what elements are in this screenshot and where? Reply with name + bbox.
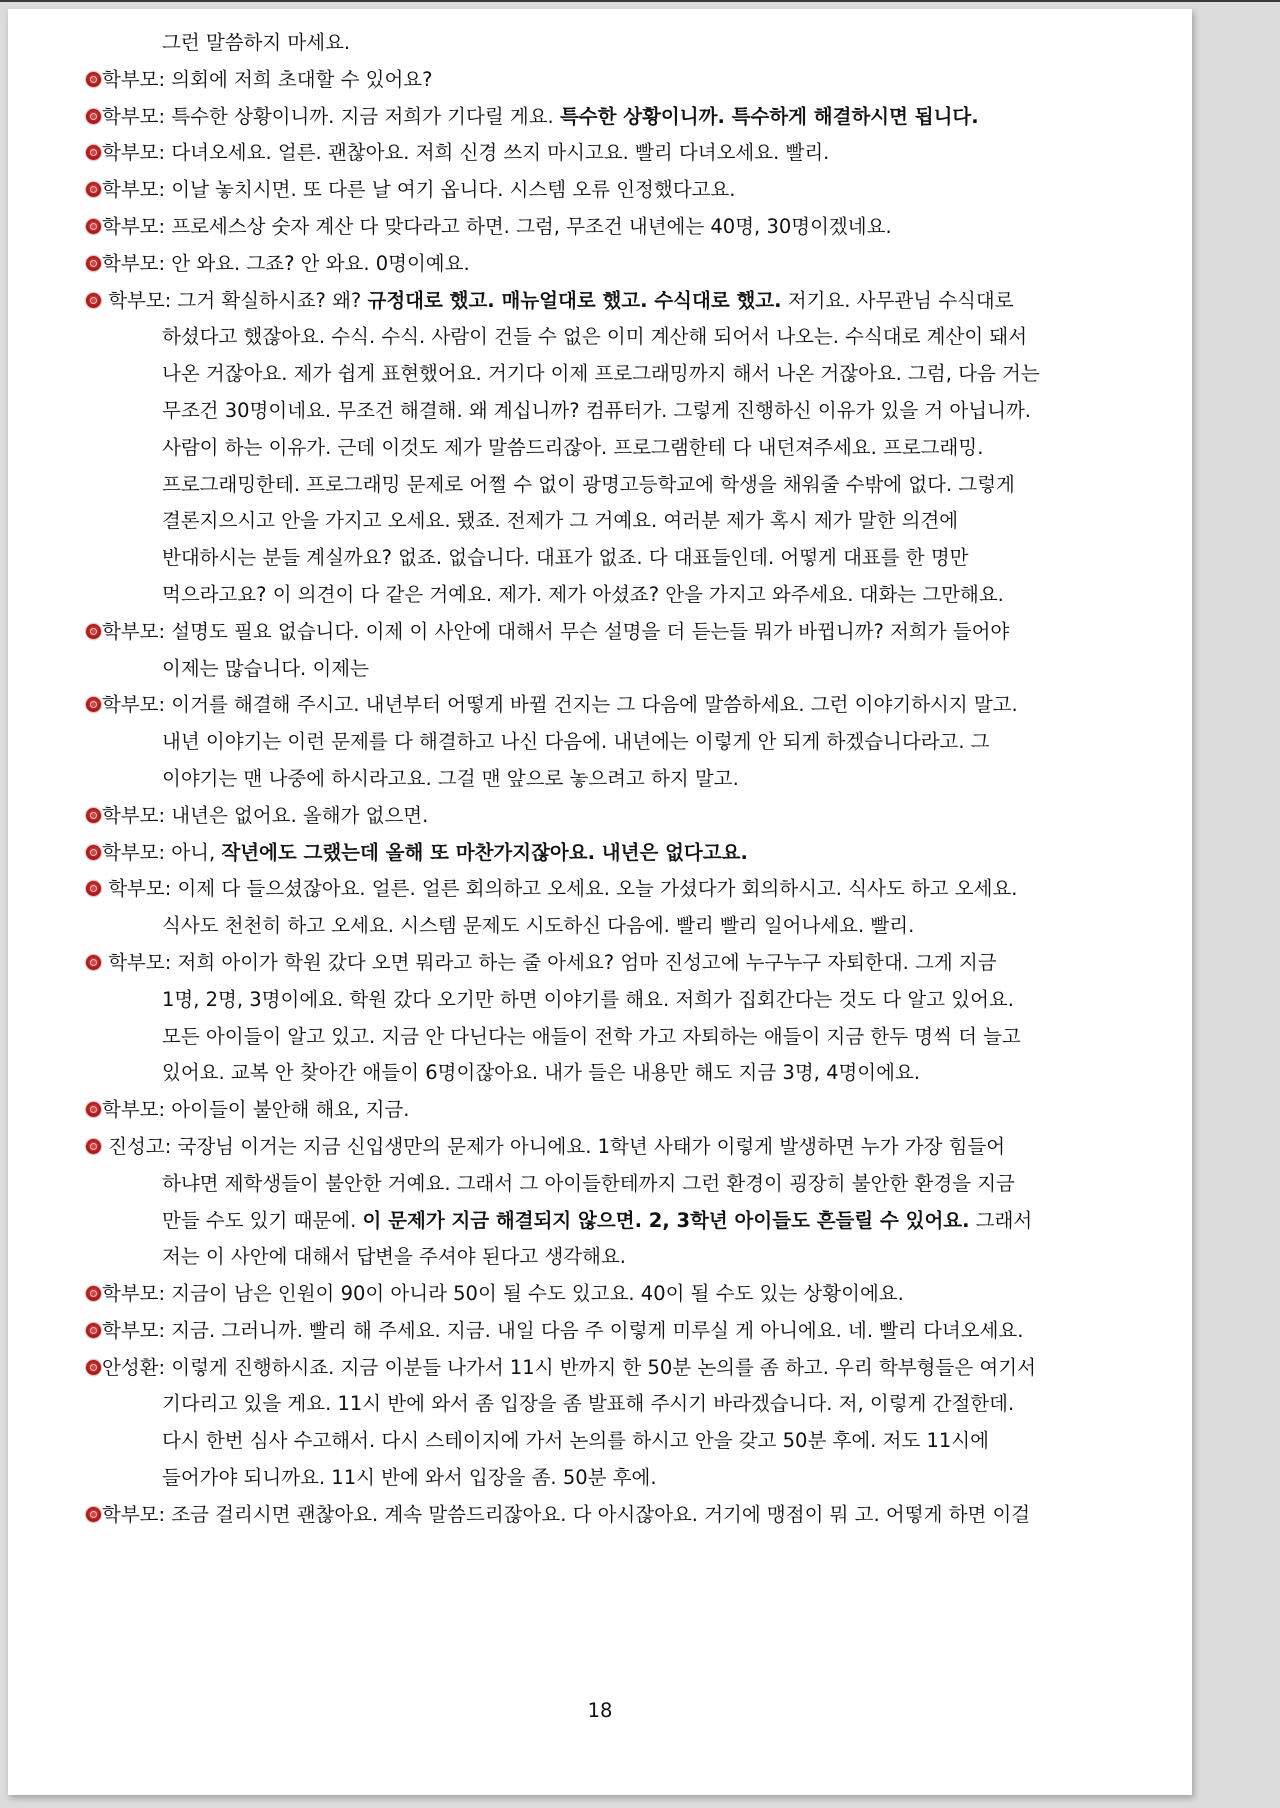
speaker-seal-icon <box>86 219 101 234</box>
speaker-seal-icon <box>86 845 101 860</box>
document-page <box>8 9 1192 1795</box>
utterance-text: 그래서 <box>969 1208 1033 1232</box>
entry-continuation-line <box>86 467 1198 504</box>
speaker-label: 진성고: <box>102 1134 172 1158</box>
utterance-text: 저는 이 사안에 대해서 답변을 주셔야 된다고 생각해요. <box>162 1245 627 1269</box>
speaker-label: 안성환: <box>102 1355 166 1379</box>
speaker-seal-icon <box>86 1323 101 1338</box>
speaker-seal-icon <box>86 182 101 197</box>
entry-continuation-line <box>86 540 1198 577</box>
transcript-body <box>86 25 1198 1534</box>
speaker-label: 학부모: <box>102 1502 166 1526</box>
transcript-entry <box>86 283 1198 614</box>
entry-continuation-line <box>86 503 1198 540</box>
speaker-label: 학부모: <box>102 288 172 312</box>
speaker-seal-icon <box>86 697 101 712</box>
speaker-label: 학부모: <box>102 693 166 717</box>
entry-continuation-line <box>86 724 1198 761</box>
entry-continuation-line <box>86 908 1198 945</box>
utterance-text: 만들 수도 있기 때문에. <box>162 1208 363 1232</box>
transcript-entry <box>86 1497 1198 1534</box>
utterance-text: 들어가야 되니까요. 11시 반에 와서 입장을 좀. 50분 후에. <box>162 1466 657 1490</box>
utterance-text: 나온 거잖아요. 제가 쉽게 표현했어요. 거기다 이제 프로그래밍까지 해서 나온 거잖아요. 그럼, 다음 거는 <box>162 362 1040 386</box>
emphasized-text: 이 문제가 지금 해결되지 않으면. 2, 3학년 아이들도 흔들릴 수 있어요. <box>362 1208 970 1232</box>
transcript-entry <box>86 25 1198 62</box>
entry-first-line <box>86 1350 1198 1387</box>
utterance-text: 아이들이 불안해 해요, 지금. <box>165 1098 410 1122</box>
utterance-text: 저희 아이가 학원 갔다 오면 뭐라고 하는 줄 아세요? 엄마 진성고에 누구누구 자퇴한대. 그게 지금 <box>171 950 997 974</box>
utterance-text: 하셨다고 했잖아요. 수식. 수식. 사람이 건들 수 없은 이미 계산해 되어서 나오는. 수식대로 계산이 돼서 <box>162 325 1028 349</box>
entry-first-line <box>86 614 1198 651</box>
utterance-text: 의회에 저희 초대할 수 있어요? <box>165 67 433 91</box>
speaker-label: 학부모: <box>102 1318 166 1342</box>
speaker-seal-icon <box>86 145 101 160</box>
utterance-text: 다시 한번 심사 수고해서. 다시 스테이지에 가서 논의를 하시고 안을 갖고 50분 후에. 저도 11시에 <box>162 1429 989 1453</box>
transcript-entry <box>86 1350 1198 1497</box>
entry-continuation-line <box>86 1460 1198 1497</box>
utterance-text: 결론지으시고 안을 가지고 오세요. 됐죠. 전제가 그 거예요. 여러분 제가 혹시 제가 말한 의견에 <box>162 509 959 533</box>
speaker-seal-icon <box>86 808 101 823</box>
utterance-text: 하냐면 제학생들이 불안한 거예요. 그래서 그 아이들한테까지 그런 환경이 굉장히 불안한 환경을 지금 <box>162 1171 1015 1195</box>
speaker-seal-icon <box>86 1102 101 1117</box>
entry-first-line <box>86 246 1198 283</box>
utterance-text: 이제는 많습니다. 이제는 <box>162 656 369 680</box>
utterance-text: 안 와요. 그죠? 안 와요. 0명이예요. <box>165 251 470 275</box>
speaker-seal-icon <box>86 1360 101 1375</box>
entry-continuation-line <box>86 982 1198 1019</box>
entry-first-line <box>86 945 1198 982</box>
speaker-seal-icon <box>86 1139 101 1154</box>
emphasized-text: 특수한 상황이니까. 특수하게 해결하시면 됩니다. <box>559 104 979 128</box>
utterance-text: 이거를 해결해 주시고. 내년부터 어떻게 바뀔 건지는 그 다음에 말씀하세요. 그런 이야기하시지 말고. <box>165 693 1018 717</box>
transcript-entry <box>86 1129 1198 1276</box>
entry-first-line <box>86 135 1198 172</box>
transcript-entry <box>86 614 1198 688</box>
transcript-entry <box>86 1092 1198 1129</box>
entry-continuation-line <box>86 1203 1198 1240</box>
entry-first-line <box>86 871 1198 908</box>
entry-first-line <box>86 798 1198 835</box>
speaker-seal-icon <box>86 881 101 896</box>
transcript-entry <box>86 687 1198 797</box>
transcript-entry <box>86 62 1198 99</box>
utterance-text: 그런 말씀하지 마세요. <box>162 31 351 54</box>
entry-continuation-line <box>86 319 1198 356</box>
utterance-text: 이렇게 진행하시죠. 지금 이분들 나가서 11시 반까지 한 50분 논의를 좀 하고. 우리 학부형들은 여기서 <box>165 1355 1036 1379</box>
entry-continuation-line <box>86 1055 1198 1092</box>
utterance-text: 이제 다 들으셨잖아요. 얼른. 얼른 회의하고 오세요. 오늘 가셨다가 회의하시고. 식사도 하고 오세요. <box>171 877 1018 901</box>
speaker-seal-icon <box>86 72 101 87</box>
entry-continuation-line <box>86 1386 1198 1423</box>
utterance-text: 다녀오세요. 얼른. 괜찮아요. 저희 신경 쓰지 마시고요. 빨리 다녀오세요. 빨리. <box>165 141 830 165</box>
transcript-entry <box>86 1313 1198 1350</box>
emphasized-text: 규정대로 했고. 매뉴얼대로 했고. 수식대로 했고. <box>367 288 782 312</box>
speaker-seal-icon <box>86 109 101 124</box>
entry-continuation-line <box>86 393 1198 430</box>
utterance-text: 특수한 상황이니까. 지금 저희가 기다릴 게요. <box>165 104 560 128</box>
utterance-text: 반대하시는 분들 계실까요? 없죠. 없습니다. 대표가 없죠. 다 대표들인데. 어떻게 대표를 한 명만 <box>162 546 969 570</box>
entry-first-line <box>86 172 1198 209</box>
entry-continuation-line <box>86 577 1198 614</box>
utterance-text: 저기요. 사무관님 수식대로 <box>781 288 1014 312</box>
entry-continuation-line <box>86 651 1198 688</box>
entry-first-line <box>86 209 1198 246</box>
entry-continuation-line <box>86 1166 1198 1203</box>
entry-first-line <box>86 1313 1198 1350</box>
speaker-seal-icon <box>86 293 101 308</box>
speaker-seal-icon <box>86 624 101 639</box>
speaker-seal-icon <box>86 955 101 970</box>
speaker-label: 학부모: <box>102 67 166 91</box>
transcript-entry <box>86 945 1198 1092</box>
viewer-top-edge <box>0 0 1280 2</box>
speaker-seal-icon <box>86 1507 101 1522</box>
entry-first-line <box>86 1276 1198 1313</box>
speaker-label: 학부모: <box>102 803 166 827</box>
utterance-text: 사람이 하는 이유가. 근데 이것도 제가 말씀드리잖아. 프로그램한테 다 내던져주세요. 프로그래밍. <box>162 435 984 459</box>
utterance-text: 아니, <box>165 840 222 864</box>
speaker-label: 학부모: <box>102 840 166 864</box>
entry-first-line <box>86 687 1198 724</box>
utterance-text: 먹으라고요? 이 의견이 다 같은 거예요. 제가. 제가 아셨죠? 안을 가지고 와주세요. 대화는 그만해요. <box>162 582 1004 606</box>
utterance-text: 모든 아이들이 알고 있고. 지금 안 다닌다는 애들이 전학 가고 자퇴하는 애들이 지금 한두 명씩 더 늘고 <box>162 1024 1021 1048</box>
speaker-label: 학부모: <box>102 1098 166 1122</box>
speaker-seal-icon <box>86 1286 101 1301</box>
speaker-label: 학부모: <box>102 950 172 974</box>
utterance-text: 설명도 필요 없습니다. 이제 이 사안에 대해서 무슨 설명을 더 듣는들 뭐가 바뀝니까? 저희가 들어야 <box>165 619 1010 643</box>
entry-first-line <box>86 62 1198 99</box>
utterance-text: 국장님 이거는 지금 신입생만의 문제가 아니에요. 1학년 사태가 이렇게 발생하면 누가 가장 힘들어 <box>171 1134 1006 1158</box>
entry-first-line <box>86 283 1198 320</box>
utterance-text: 조금 걸리시면 괜찮아요. 계속 말씀드리잖아요. 다 아시잖아요. 거기에 맹점이 뭐 고. 어떻게 하면 이걸 <box>165 1502 1031 1526</box>
speaker-label: 학부모: <box>102 104 166 128</box>
speaker-label: 학부모: <box>102 214 166 238</box>
transcript-entry <box>86 135 1198 172</box>
transcript-entry <box>86 1276 1198 1313</box>
speaker-label: 학부모: <box>102 619 166 643</box>
utterance-text: 기다리고 있을 게요. 11시 반에 와서 좀 입장을 좀 발표해 주시기 바라겠습니다. 저, 이렇게 간절한데. <box>162 1392 1015 1416</box>
emphasized-text: 작년에도 그랬는데 올해 또 마찬가지잖아요. 내년은 없다고요. <box>221 840 748 864</box>
transcript-entry <box>86 798 1198 835</box>
transcript-entry <box>86 835 1198 872</box>
utterance-text: 내년 이야기는 이런 문제를 다 해결하고 나신 다음에. 내년에는 이렇게 안 되게 하겠습니다라고. 그 <box>162 730 990 754</box>
entry-continuation-line <box>86 430 1198 467</box>
entry-first-line <box>86 99 1198 136</box>
entry-first-line <box>86 1129 1198 1166</box>
speaker-label: 학부모: <box>102 877 172 901</box>
utterance-text: 프로세스상 숫자 계산 다 맞다라고 하면. 그럼, 무조건 내년에는 40명, 30명이겠네요. <box>165 214 892 238</box>
entry-first-line <box>86 25 1198 62</box>
utterance-text: 지금이 남은 인원이 90이 아니라 50이 될 수도 있고요. 40이 될 수도 있는 상황이에요. <box>165 1282 904 1306</box>
speaker-label: 학부모: <box>102 141 166 165</box>
utterance-text: 내년은 없어요. 올해가 없으면. <box>165 803 429 827</box>
speaker-label: 학부모: <box>102 178 166 202</box>
utterance-text: 있어요. 교복 안 찾아간 애들이 6명이잖아요. 내가 들은 내용만 해도 지금 3명, 4명이에요. <box>162 1061 921 1085</box>
utterance-text: 이야기는 맨 나중에 하시라고요. 그걸 맨 앞으로 놓으려고 하지 말고. <box>162 766 739 790</box>
utterance-text: 이날 놓치시면. 또 다른 날 여기 옵니다. 시스템 오류 인정했다고요. <box>165 178 736 202</box>
utterance-text: 식사도 천천히 하고 오세요. 시스템 문제도 시도하신 다음에. 빨리 빨리 일어나세요. 빨리. <box>162 914 915 938</box>
entry-continuation-line <box>86 1423 1198 1460</box>
entry-first-line <box>86 835 1198 872</box>
entry-continuation-line <box>86 761 1198 798</box>
transcript-entry <box>86 246 1198 283</box>
utterance-text: 1명, 2명, 3명이에요. 학원 갔다 오기만 하면 이야기를 해요. 저희가 집회간다는 것도 다 알고 있어요. <box>162 987 1014 1011</box>
entry-continuation-line <box>86 1239 1198 1276</box>
entry-first-line <box>86 1497 1198 1534</box>
speaker-label: 학부모: <box>102 1282 166 1306</box>
utterance-text: 프로그래밍한테. 프로그래밍 문제로 어쩔 수 없이 광명고등학교에 학생을 채워줄 수밖에 없다. 그렇게 <box>162 472 1015 496</box>
transcript-entry <box>86 871 1198 945</box>
transcript-entry <box>86 209 1198 246</box>
entry-continuation-line <box>86 356 1198 393</box>
entry-first-line <box>86 1092 1198 1129</box>
speaker-label: 학부모: <box>102 251 166 275</box>
entry-continuation-line <box>86 1019 1198 1056</box>
page-number: 18 <box>587 1699 613 1722</box>
transcript-entry <box>86 99 1198 136</box>
utterance-text: 그거 확실하시죠? 왜? <box>171 288 368 312</box>
speaker-seal-icon <box>86 256 101 271</box>
utterance-text: 무조건 30명이네요. 무조건 해결해. 왜 계십니까? 컴퓨터가. 그렇게 진행하신 이유가 있을 거 아닙니까. <box>162 398 1031 422</box>
utterance-text: 지금. 그러니까. 빨리 해 주세요. 지금. 내일 다음 주 이렇게 미루실 게 아니에요. 네. 빨리 다녀오세요. <box>165 1318 1024 1342</box>
transcript-entry <box>86 172 1198 209</box>
